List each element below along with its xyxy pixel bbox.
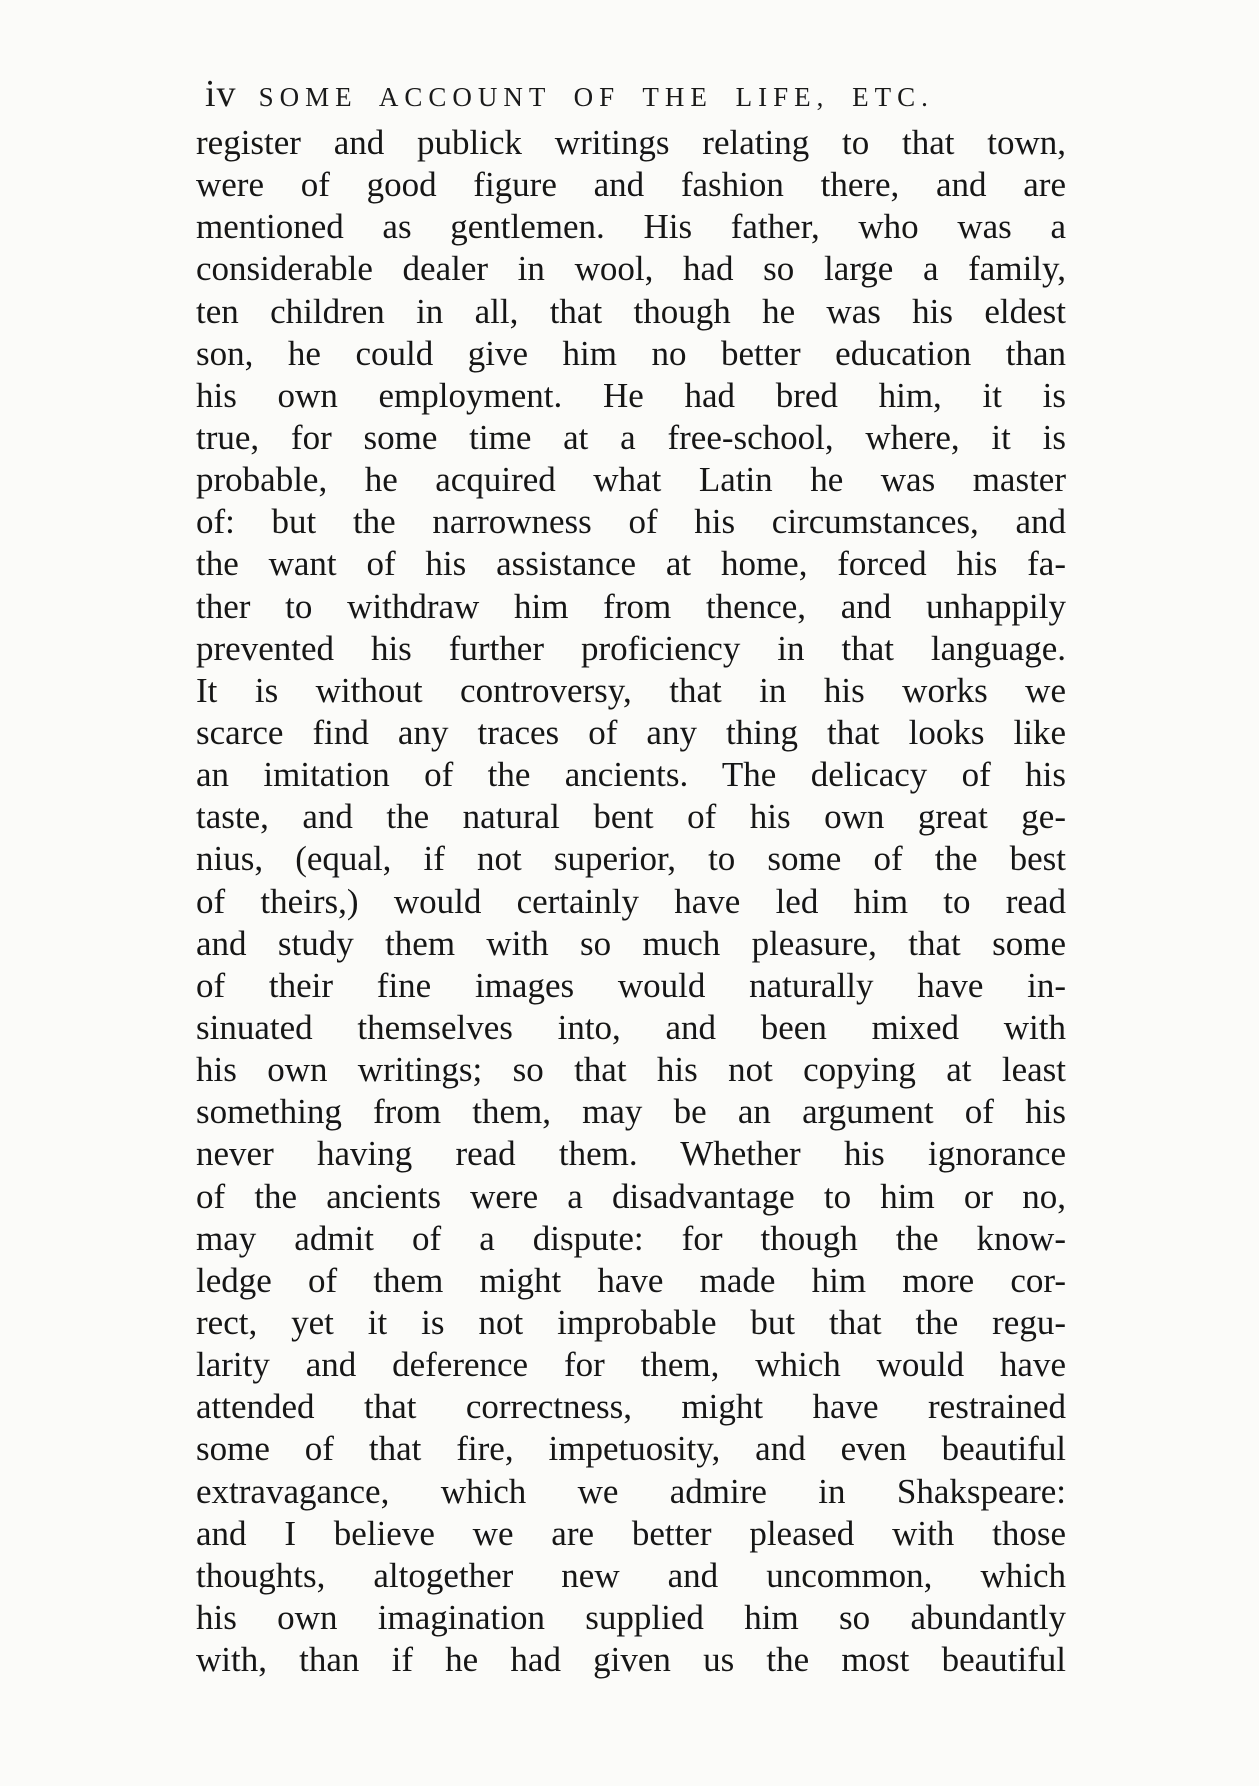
text-line: of their fine images would naturally have in-: [196, 965, 1066, 1005]
text-line: son, he could give him no better education than: [196, 333, 1066, 373]
text-line: sinuated themselves into, and been mixed with: [196, 1007, 1066, 1047]
text-line: of theirs,) would certainly have led him to read: [196, 881, 1066, 921]
text-line: something from them, may be an argument of his: [196, 1092, 1066, 1132]
text-line: thoughts, altogether new and uncommon, which: [196, 1555, 1066, 1595]
text-line: of the ancients were a disadvantage to him or no,: [196, 1176, 1066, 1216]
text-line: ledge of them might have made him more cor-: [196, 1260, 1066, 1300]
text-line: considerable dealer in wool, had so large a family,: [196, 249, 1066, 289]
text-line: the want of his assistance at home, forced his fa-: [196, 544, 1066, 584]
text-line: extravagance, which we admire in Shakspeare:: [196, 1471, 1066, 1511]
text-line: of: but the narrowness of his circumstances, and: [196, 502, 1066, 542]
page-header: [205, 72, 1065, 120]
text-line: taste, and the natural bent of his own great ge-: [196, 797, 1066, 837]
text-line: his own writings; so that his not copying at least: [196, 1050, 1066, 1090]
text-line: his own imagination supplied him so abundantly: [196, 1597, 1066, 1637]
text-line: true, for some time at a free-school, where, it is: [196, 417, 1066, 457]
running-title: SOME ACCOUNT OF THE LIFE, ETC.: [258, 82, 934, 112]
text-line: register and publick writings relating to that town,: [196, 123, 1066, 162]
text-line: ther to withdraw him from thence, and unhappily: [196, 586, 1066, 626]
text-line: ten children in all, that though he was his eldest: [196, 291, 1066, 331]
text-line: and study them with so much pleasure, that some: [196, 923, 1066, 963]
text-line: attended that correctness, might have restrained: [196, 1387, 1066, 1427]
text-line: mentioned as gentlemen. His father, who was a: [196, 207, 1066, 247]
text-line: some of that fire, impetuosity, and even beautiful: [196, 1429, 1066, 1469]
text-line: and I believe we are better pleased with those: [196, 1513, 1066, 1553]
text-line: nius, (equal, if not superior, to some of the best: [196, 839, 1066, 879]
text-line: probable, he acquired what Latin he was master: [196, 460, 1066, 500]
text-line: It is without controversy, that in his works we: [196, 670, 1066, 710]
text-line: were of good figure and fashion there, and are: [196, 165, 1066, 205]
text-line: an imitation of the ancients. The delicacy of his: [196, 755, 1066, 795]
text-line: prevented his further proficiency in that language.: [196, 628, 1066, 668]
text-line: never having read them. Whether his ignorance: [196, 1134, 1066, 1174]
text-line: rect, yet it is not improbable but that the regu-: [196, 1302, 1066, 1342]
text-line: may admit of a dispute: for though the know-: [196, 1218, 1066, 1258]
body-text: [196, 122, 1066, 1681]
text-line: scarce find any traces of any thing that looks like: [196, 712, 1066, 752]
page-number: iv: [205, 73, 237, 115]
text-line: his own employment. He had bred him, it is: [196, 375, 1066, 415]
text-line: larity and deference for them, which would have: [196, 1345, 1066, 1385]
text-line: with, than if he had given us the most beautiful: [196, 1640, 1066, 1680]
